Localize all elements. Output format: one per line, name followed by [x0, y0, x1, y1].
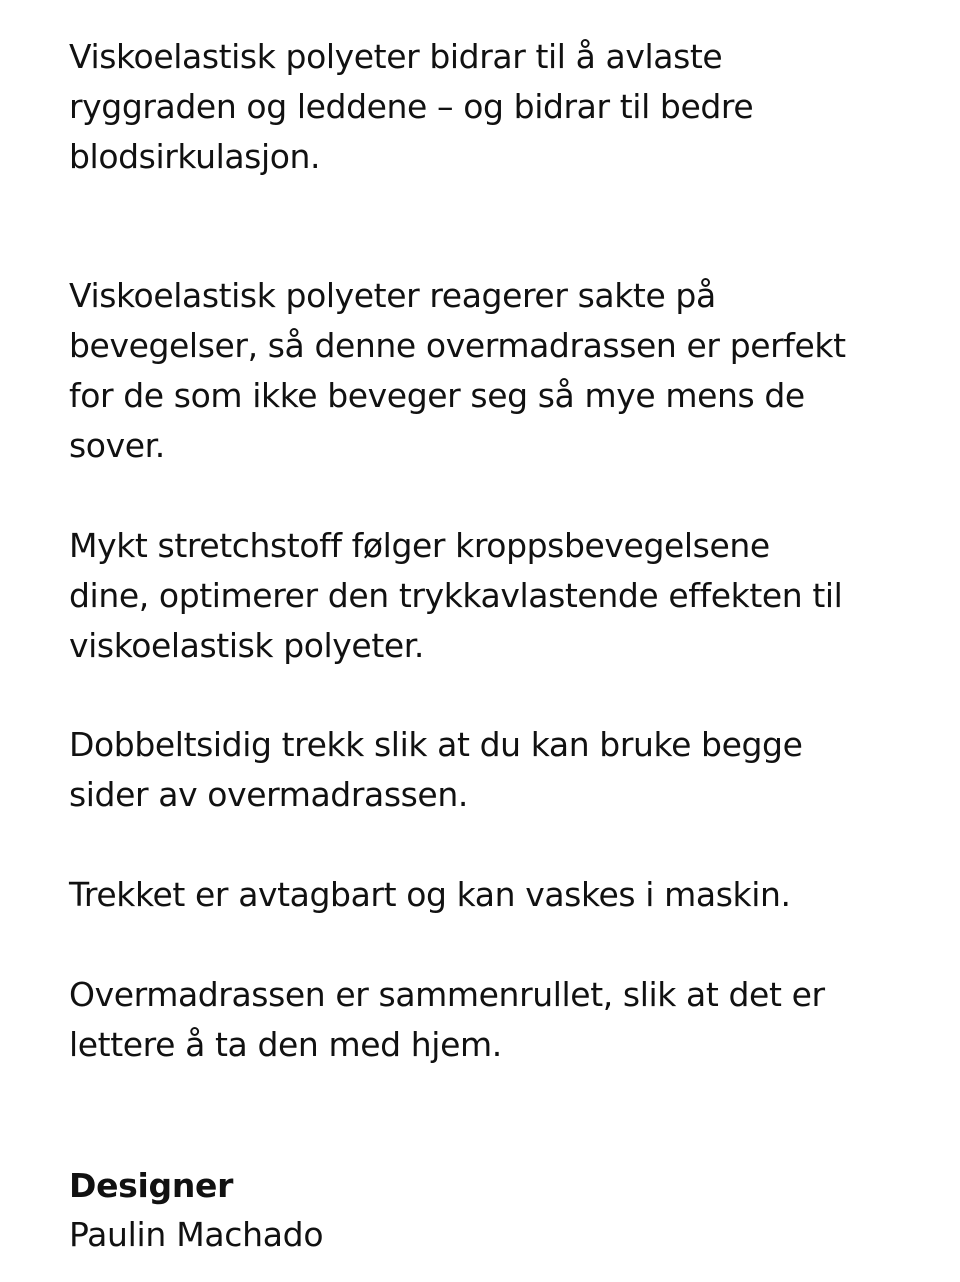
description-paragraph-3	[69, 521, 909, 671]
designer-heading: Designer	[69, 1166, 234, 1205]
description-paragraph-5	[69, 870, 909, 920]
text-line: sider av overmadrassen.	[69, 775, 468, 814]
description-paragraph-2	[69, 271, 909, 471]
text-line: Overmadrassen er sammenrullet, slik at det er	[69, 975, 825, 1014]
text-line: Mykt stretchstoff følger kroppsbevegelsene	[69, 526, 770, 565]
text-line: Dobbeltsidig trekk slik at du kan bruke begge	[69, 725, 803, 764]
text-line: bevegelser, så denne overmadrassen er perfekt	[69, 326, 846, 365]
text-line: Viskoelastisk polyeter reagerer sakte på	[69, 276, 716, 315]
text-line: viskoelastisk polyeter.	[69, 626, 425, 665]
text-line: Trekket er avtagbart og kan vaskes i maskin.	[69, 875, 791, 914]
text-line: Viskoelastisk polyeter bidrar til å avlaste	[69, 37, 723, 76]
text-line: for de som ikke beveger seg så mye mens de	[69, 376, 805, 415]
description-paragraph-4	[69, 720, 909, 820]
text-line: dine, optimerer den trykkavlastende effekten til	[69, 576, 843, 615]
designer-name: Paulin Machado	[69, 1215, 324, 1254]
text-line: ryggraden og leddene – og bidrar til bedre	[69, 87, 754, 126]
text-line: lettere å ta den med hjem.	[69, 1025, 502, 1064]
description-paragraph-6	[69, 970, 909, 1070]
text-line: sover.	[69, 426, 165, 465]
description-paragraph-1	[69, 32, 909, 182]
text-line: blodsirkulasjon.	[69, 137, 321, 176]
